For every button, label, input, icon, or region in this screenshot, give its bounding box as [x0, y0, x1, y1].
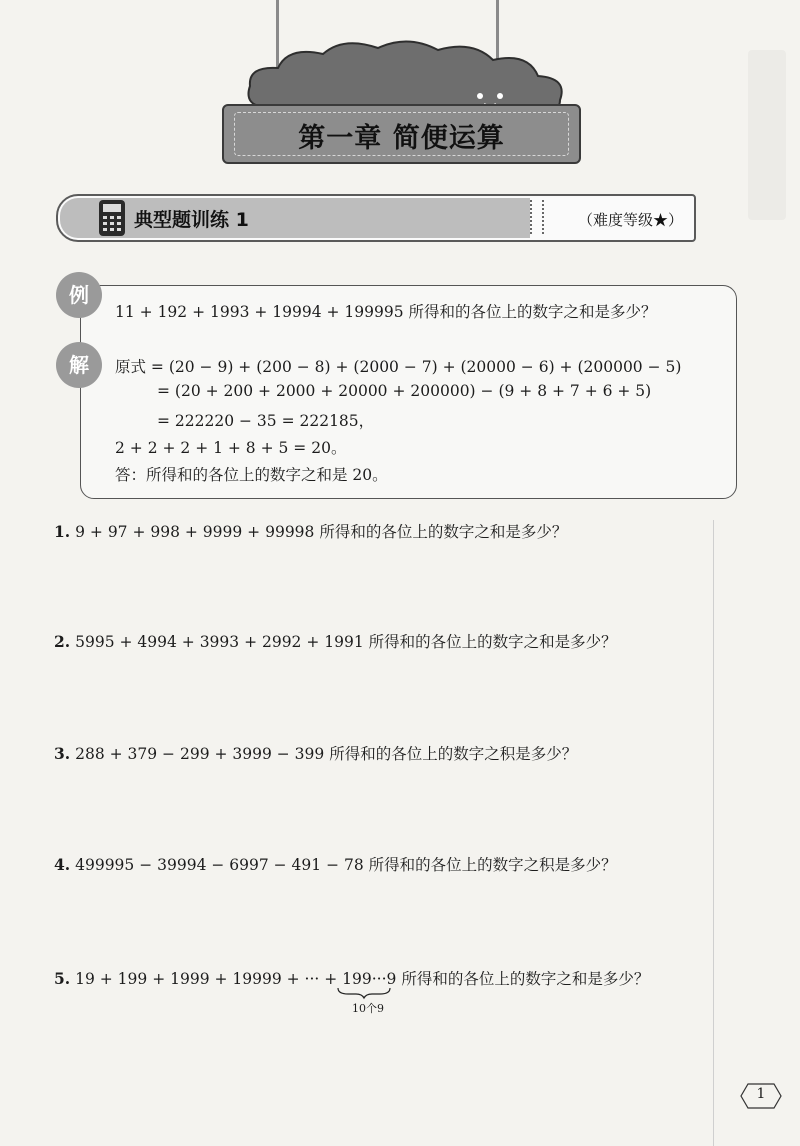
problem-text: 5995 + 4994 + 3993 + 2992 + 1991 所得和的各位上的数字之和是多少？: [70, 633, 617, 651]
page-number: 1: [756, 1086, 766, 1102]
solution-line: 2 + 2 + 2 + 1 + 8 + 5 = 20。: [115, 439, 347, 457]
solution-badge: 解: [56, 342, 102, 388]
problem-2: [54, 630, 617, 652]
problem-text: 19 + 199 + 1999 + 19999 + ··· + 199···9 所得和的各位上的数字之和是多少？: [70, 970, 650, 988]
problem-number: 3.: [54, 744, 71, 763]
difficulty-label: （难度等级★）: [578, 211, 684, 229]
page-edge-strip: [748, 50, 786, 220]
problem-3: [54, 742, 577, 764]
example-badge: 例: [56, 272, 102, 318]
problem-4: [54, 853, 617, 875]
problem-number: 2.: [54, 632, 71, 651]
problem-number: 5.: [54, 969, 71, 988]
bleed-through-line: [713, 520, 714, 1146]
solution-line: = (20 + 200 + 2000 + 20000 + 200000) − (9 + 8 + 7 + 6 + 5): [157, 382, 652, 400]
answer-line: 答：所得和的各位上的数字之和是 20。: [115, 466, 388, 484]
brace-label: 10个9: [352, 1002, 384, 1015]
section-tab-highlight: [60, 198, 530, 238]
problem-number: 1.: [54, 522, 71, 541]
calculator-icon: [96, 198, 128, 238]
problem-text: 9 + 97 + 998 + 9999 + 99998 所得和的各位上的数字之和是多少？: [70, 523, 568, 541]
solution-line: = 222220 − 35 = 222185，: [157, 412, 375, 430]
problem-text: 288 + 379 − 299 + 3999 − 399 所得和的各位上的数字之积是多少？: [70, 745, 578, 763]
chapter-banner: [222, 104, 581, 164]
tab-divider: [530, 200, 544, 234]
problem-number: 4.: [54, 855, 71, 874]
chapter-title: 第一章 简便运算: [298, 123, 505, 154]
section-title: 典型题训练 1: [134, 209, 249, 231]
underbrace: [326, 986, 406, 1000]
problem-1: [54, 520, 567, 542]
solution-line: 原式 = (20 − 9) + (200 − 8) + (2000 − 7) + (20000 − 6) + (200000 − 5): [115, 358, 682, 376]
example-question: 11 + 192 + 1993 + 19994 + 199995 所得和的各位上的数字之和是多少？: [115, 303, 657, 321]
problem-text: 499995 − 39994 − 6997 − 491 − 78 所得和的各位上的数字之积是多少？: [70, 856, 617, 874]
